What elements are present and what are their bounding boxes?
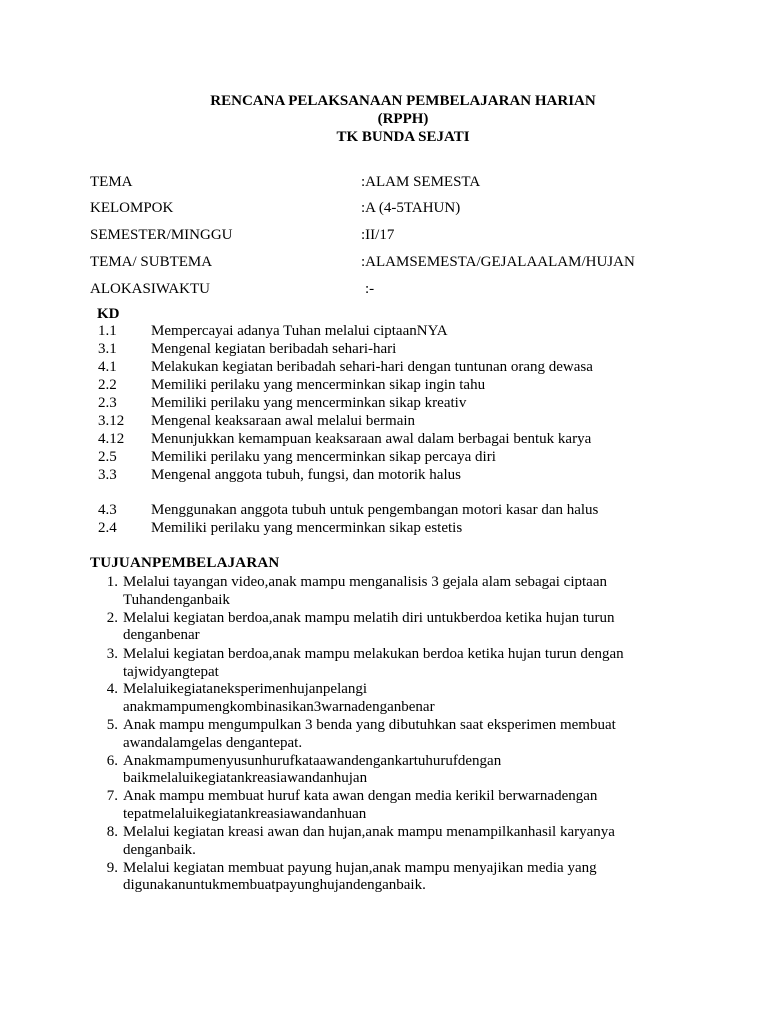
kd-code: 3.3: [98, 467, 117, 483]
kd-code: 2.5: [98, 449, 117, 465]
kd-description: Mengenal kegiatan beribadah sehari-hari: [151, 341, 397, 357]
kd-code: 4.1: [98, 359, 117, 375]
kd-code: 3.1: [98, 341, 117, 357]
list-item-line: Melalui tayangan video,anak mampu menganalisis 3 gejala alam sebagai ciptaan: [123, 574, 607, 590]
kd-description: Melakukan kegiatan beribadah sehari-hari dengan tuntunan orang dewasa: [151, 359, 593, 375]
list-number: 1.: [106, 574, 118, 590]
info-value-tema: :ALAM SEMESTA: [361, 174, 481, 190]
list-item-line: Anakmampumenyusunhurufkataawandengankartuhurufdengan: [123, 753, 502, 769]
kd-description: Memiliki perilaku yang mencerminkan sikap ingin tahu: [151, 377, 486, 393]
list-item-line: anakmampumengkombinasikan3warnadenganbenar: [123, 699, 435, 715]
list-item-line: Melalui kegiatan berdoa,anak mampu melatih diri untukberdoa ketika hujan turun: [123, 610, 615, 626]
kd-description: Mengenal keaksaraan awal melalui bermain: [151, 413, 416, 429]
info-label-subtema: TEMA/ SUBTEMA: [90, 254, 213, 270]
info-label-semester: SEMESTER/MINGGU: [90, 227, 233, 243]
kd-code: 4.3: [98, 502, 117, 518]
list-item-line: tajwidyangtepat: [123, 664, 219, 680]
kd-description: Memiliki perilaku yang mencerminkan sikap percaya diri: [151, 449, 496, 465]
list-item-line: Anak mampu mengumpulkan 3 benda yang dibutuhkan saat eksperimen membuat: [123, 717, 616, 733]
info-value-subtema: :ALAMSEMESTA/GEJALAALAM/HUJAN: [361, 254, 635, 270]
list-item-line: Tuhandenganbaik: [123, 592, 230, 608]
info-value-kelompok: :A (4-5TAHUN): [361, 200, 461, 216]
info-label-kelompok: KELOMPOK: [90, 200, 174, 216]
info-label-alokasi: ALOKASIWAKTU: [90, 281, 210, 297]
list-item-line: tepatmelaluikegiatankreasiawandanhuan: [123, 806, 367, 822]
kd-code: 2.2: [98, 377, 117, 393]
list-number: 2.: [106, 610, 118, 626]
info-value-alokasi: :-: [365, 281, 375, 297]
list-item-line: baikmelaluikegiatankreasiawandanhujan: [123, 770, 368, 786]
list-item-line: Melaluikegiataneksperimenhujanpelangi: [123, 681, 368, 697]
kd-heading: KD: [97, 306, 120, 322]
kd-code: 2.4: [98, 520, 117, 536]
info-label-tema: TEMA: [90, 174, 133, 190]
kd-description: Mempercayai adanya Tuhan melalui ciptaanNYA: [151, 323, 448, 339]
tujuan-heading: TUJUANPEMBELAJARAN: [90, 555, 280, 571]
list-item-line: Melalui kegiatan berdoa,anak mampu melakukan berdoa ketika hujan turun dengan: [123, 646, 624, 662]
list-item-line: denganbenar: [123, 627, 200, 643]
kd-description: Menggunakan anggota tubuh untuk pengembangan motori kasar dan halus: [151, 502, 599, 518]
list-item-line: awandalamgelas dengantepat.: [123, 735, 303, 751]
list-number: 8.: [106, 824, 118, 840]
kd-code: 2.3: [98, 395, 117, 411]
list-item-line: denganbaik.: [123, 842, 196, 858]
list-item-line: Melalui kegiatan kreasi awan dan hujan,anak mampu menampilkanhasil karyanya: [123, 824, 615, 840]
kd-code: 1.1: [98, 323, 117, 339]
info-value-semester: :II/17: [361, 227, 395, 243]
list-number: 6.: [106, 753, 118, 769]
list-item-line: Anak mampu membuat huruf kata awan dengan media kerikil berwarnadengan: [123, 788, 598, 804]
kd-description: Menunjukkan kemampuan keaksaraan awal dalam berbagai bentuk karya: [151, 431, 592, 447]
kd-description: Mengenal anggota tubuh, fungsi, dan motorik halus: [151, 467, 461, 483]
kd-code: 4.12: [98, 431, 125, 447]
school-name: TK BUNDA SEJATI: [336, 129, 470, 145]
list-number: 4.: [106, 681, 118, 697]
kd-description: Memiliki perilaku yang mencerminkan sikap estetis: [151, 520, 463, 536]
list-number: 9.: [106, 860, 118, 876]
kd-description: Memiliki perilaku yang mencerminkan sikap kreativ: [151, 395, 467, 411]
kd-code: 3.12: [98, 413, 125, 429]
list-number: 3.: [106, 646, 118, 662]
list-item-line: digunakanuntukmembuatpayunghujandenganbaik.: [123, 877, 426, 893]
list-number: 7.: [106, 788, 118, 804]
document-title: RENCANA PELAKSANAAN PEMBELAJARAN HARIAN: [210, 93, 596, 109]
list-number: 5.: [106, 717, 118, 733]
list-item-line: Melalui kegiatan membuat payung hujan,anak mampu menyajikan media yang: [123, 860, 597, 876]
document-subtitle: (RPPH): [377, 111, 429, 127]
